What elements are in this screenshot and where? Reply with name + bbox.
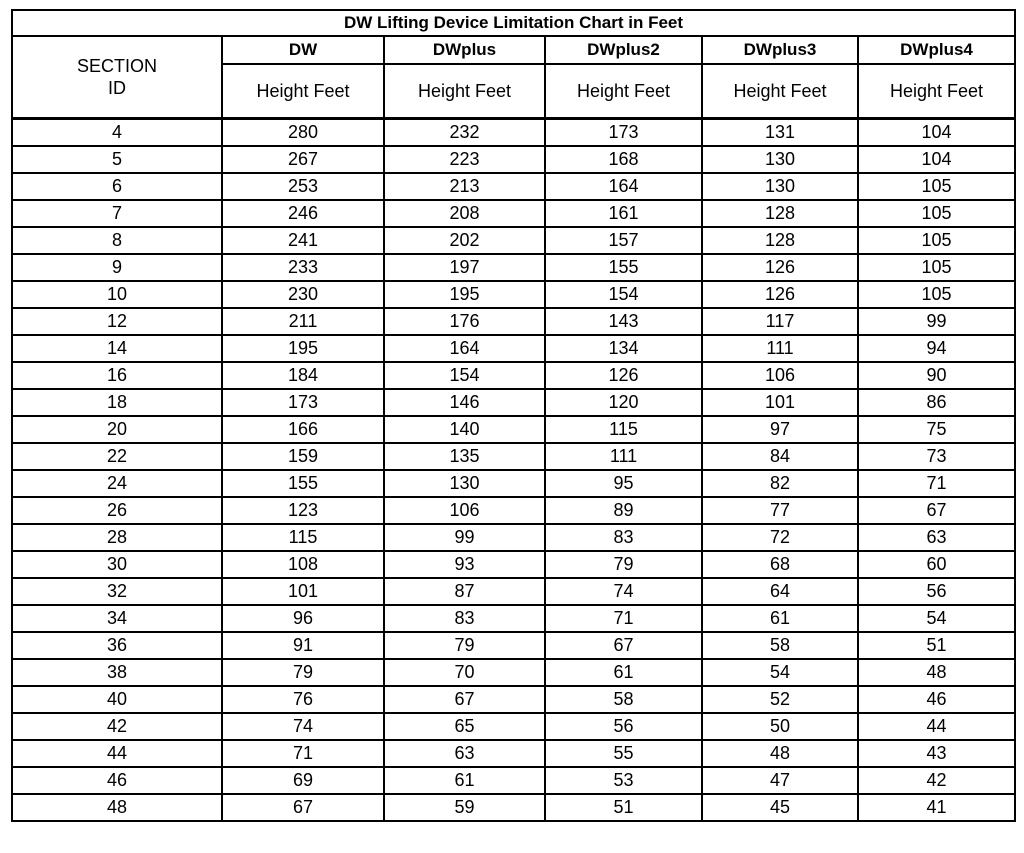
dwplus-cell: 146 — [384, 389, 545, 416]
dwplus4-cell: 104 — [858, 119, 1015, 147]
table-body — [12, 119, 1015, 822]
dwplus-cell: 154 — [384, 362, 545, 389]
dwplus2-cell: 126 — [545, 362, 702, 389]
dwplus3-cell: 47 — [702, 767, 858, 794]
table-row — [12, 362, 1015, 389]
dw-cell: 184 — [222, 362, 384, 389]
dwplus4-cell: 42 — [858, 767, 1015, 794]
section-id-cell: 22 — [12, 443, 222, 470]
dwplus4-cell: 73 — [858, 443, 1015, 470]
chart-title: DW Lifting Device Limitation Chart in Feet — [12, 10, 1015, 36]
dwplus4-cell: 60 — [858, 551, 1015, 578]
dwplus2-cell: 79 — [545, 551, 702, 578]
table-row — [12, 686, 1015, 713]
dwplus2-cell: 111 — [545, 443, 702, 470]
dwplus3-cell: 77 — [702, 497, 858, 524]
dwplus2-cell: 56 — [545, 713, 702, 740]
dwplus3-cell: 52 — [702, 686, 858, 713]
table-row — [12, 470, 1015, 497]
dwplus2-cell: 58 — [545, 686, 702, 713]
dwplus4-cell: 56 — [858, 578, 1015, 605]
dwplus2-cell: 67 — [545, 632, 702, 659]
dw-cell: 173 — [222, 389, 384, 416]
table-row — [12, 308, 1015, 335]
dwplus3-cell: 131 — [702, 119, 858, 147]
section-id-header-line1: SECTION — [76, 56, 157, 76]
section-id-cell: 30 — [12, 551, 222, 578]
dwplus3-cell: 126 — [702, 281, 858, 308]
dwplus-cell: 223 — [384, 146, 545, 173]
dwplus4-cell: 75 — [858, 416, 1015, 443]
dwplus3-cell: 58 — [702, 632, 858, 659]
table-row — [12, 551, 1015, 578]
section-id-cell: 10 — [12, 281, 222, 308]
dwplus3-cell: 84 — [702, 443, 858, 470]
table-row — [12, 146, 1015, 173]
dwplus3-cell: 48 — [702, 740, 858, 767]
dwplus2-cell: 143 — [545, 308, 702, 335]
dwplus-cell: 63 — [384, 740, 545, 767]
table-row — [12, 416, 1015, 443]
dw-cell: 96 — [222, 605, 384, 632]
dwplus-cell: 67 — [384, 686, 545, 713]
dwplus-cell: 195 — [384, 281, 545, 308]
dwplus-cell: 176 — [384, 308, 545, 335]
dwplus3-cell: 72 — [702, 524, 858, 551]
dw-cell: 76 — [222, 686, 384, 713]
title-row — [12, 10, 1015, 36]
dwplus2-cell: 51 — [545, 794, 702, 821]
dwplus-cell: 164 — [384, 335, 545, 362]
dwplus-cell: 106 — [384, 497, 545, 524]
unit-label: Height Feet — [545, 64, 702, 119]
section-id-header-line2: ID — [108, 78, 126, 98]
dwplus-cell: 65 — [384, 713, 545, 740]
dwplus3-cell: 61 — [702, 605, 858, 632]
dwplus-cell: 208 — [384, 200, 545, 227]
dw-cell: 74 — [222, 713, 384, 740]
dwplus3-cell: 64 — [702, 578, 858, 605]
dwplus4-cell: 44 — [858, 713, 1015, 740]
section-id-cell: 24 — [12, 470, 222, 497]
section-id-cell: 44 — [12, 740, 222, 767]
dwplus2-cell: 173 — [545, 119, 702, 147]
dwplus4-cell: 105 — [858, 173, 1015, 200]
dwplus-cell: 59 — [384, 794, 545, 821]
dwplus-cell: 130 — [384, 470, 545, 497]
section-id-cell: 7 — [12, 200, 222, 227]
dwplus-cell: 83 — [384, 605, 545, 632]
dw-cell: 233 — [222, 254, 384, 281]
table-row — [12, 767, 1015, 794]
section-id-cell: 14 — [12, 335, 222, 362]
section-id-cell: 28 — [12, 524, 222, 551]
section-id-cell: 42 — [12, 713, 222, 740]
dwplus3-cell: 128 — [702, 200, 858, 227]
table-row — [12, 713, 1015, 740]
dwplus2-cell: 164 — [545, 173, 702, 200]
section-id-cell: 46 — [12, 767, 222, 794]
dw-cell: 211 — [222, 308, 384, 335]
dwplus4-cell: 105 — [858, 281, 1015, 308]
dwplus4-cell: 86 — [858, 389, 1015, 416]
dwplus3-cell: 117 — [702, 308, 858, 335]
dwplus-cell: 99 — [384, 524, 545, 551]
dw-cell: 280 — [222, 119, 384, 147]
dwplus4-cell: 105 — [858, 227, 1015, 254]
dw-cell: 195 — [222, 335, 384, 362]
dw-cell: 241 — [222, 227, 384, 254]
dwplus2-cell: 154 — [545, 281, 702, 308]
dwplus4-cell: 48 — [858, 659, 1015, 686]
section-id-cell: 38 — [12, 659, 222, 686]
dwplus2-cell: 157 — [545, 227, 702, 254]
dwplus2-cell: 61 — [545, 659, 702, 686]
dw-cell: 79 — [222, 659, 384, 686]
dw-cell: 123 — [222, 497, 384, 524]
dwplus4-cell: 54 — [858, 605, 1015, 632]
dwplus3-cell: 101 — [702, 389, 858, 416]
dwplus4-cell: 94 — [858, 335, 1015, 362]
section-id-cell: 12 — [12, 308, 222, 335]
dwplus-cell: 79 — [384, 632, 545, 659]
section-id-cell: 16 — [12, 362, 222, 389]
dwplus4-cell: 71 — [858, 470, 1015, 497]
dwplus-cell: 135 — [384, 443, 545, 470]
column-header-dwplus2: DWplus2 — [545, 36, 702, 64]
section-id-header — [12, 36, 222, 119]
table-row — [12, 443, 1015, 470]
dwplus3-cell: 130 — [702, 173, 858, 200]
dw-cell: 267 — [222, 146, 384, 173]
table-row — [12, 740, 1015, 767]
dwplus2-cell: 120 — [545, 389, 702, 416]
unit-label: Height Feet — [222, 64, 384, 119]
dw-cell: 67 — [222, 794, 384, 821]
dw-cell: 71 — [222, 740, 384, 767]
dwplus4-cell: 105 — [858, 200, 1015, 227]
table-row — [12, 524, 1015, 551]
table-row — [12, 335, 1015, 362]
section-id-cell: 34 — [12, 605, 222, 632]
dwplus4-cell: 67 — [858, 497, 1015, 524]
dwplus2-cell: 95 — [545, 470, 702, 497]
section-id-cell: 6 — [12, 173, 222, 200]
dwplus2-cell: 134 — [545, 335, 702, 362]
dwplus2-cell: 168 — [545, 146, 702, 173]
dw-cell: 101 — [222, 578, 384, 605]
dwplus-cell: 93 — [384, 551, 545, 578]
dwplus4-cell: 51 — [858, 632, 1015, 659]
dwplus2-cell: 115 — [545, 416, 702, 443]
dwplus2-cell: 71 — [545, 605, 702, 632]
section-id-cell: 36 — [12, 632, 222, 659]
dw-cell: 166 — [222, 416, 384, 443]
dwplus-cell: 232 — [384, 119, 545, 147]
dwplus4-cell: 46 — [858, 686, 1015, 713]
dwplus4-cell: 41 — [858, 794, 1015, 821]
section-id-cell: 9 — [12, 254, 222, 281]
unit-label: Height Feet — [858, 64, 1015, 119]
table-row — [12, 227, 1015, 254]
table-row — [12, 200, 1015, 227]
section-id-cell: 5 — [12, 146, 222, 173]
table-row — [12, 389, 1015, 416]
dwplus-cell: 140 — [384, 416, 545, 443]
dwplus-cell: 202 — [384, 227, 545, 254]
dwplus3-cell: 126 — [702, 254, 858, 281]
dwplus-cell: 70 — [384, 659, 545, 686]
column-header-dw: DW — [222, 36, 384, 64]
dwplus4-cell: 105 — [858, 254, 1015, 281]
table-row — [12, 119, 1015, 147]
dwplus3-cell: 130 — [702, 146, 858, 173]
unit-label: Height Feet — [384, 64, 545, 119]
dwplus4-cell: 90 — [858, 362, 1015, 389]
table-row — [12, 497, 1015, 524]
section-id-cell: 40 — [12, 686, 222, 713]
table-row — [12, 281, 1015, 308]
dwplus-cell: 87 — [384, 578, 545, 605]
section-id-cell: 20 — [12, 416, 222, 443]
dwplus4-cell: 43 — [858, 740, 1015, 767]
dwplus2-cell: 74 — [545, 578, 702, 605]
table-row — [12, 254, 1015, 281]
dwplus3-cell: 50 — [702, 713, 858, 740]
table-row — [12, 578, 1015, 605]
section-id-cell: 4 — [12, 119, 222, 147]
column-header-dwplus4: DWplus4 — [858, 36, 1015, 64]
dwplus-cell: 213 — [384, 173, 545, 200]
column-header-dwplus3: DWplus3 — [702, 36, 858, 64]
column-header-row — [12, 36, 1015, 64]
dw-cell: 253 — [222, 173, 384, 200]
table-row — [12, 632, 1015, 659]
dwplus3-cell: 128 — [702, 227, 858, 254]
limitation-chart-table — [11, 9, 1016, 822]
table-row — [12, 605, 1015, 632]
dwplus2-cell: 55 — [545, 740, 702, 767]
table-row — [12, 659, 1015, 686]
table-row — [12, 173, 1015, 200]
dw-cell: 159 — [222, 443, 384, 470]
dwplus3-cell: 106 — [702, 362, 858, 389]
column-header-dwplus: DWplus — [384, 36, 545, 64]
dw-cell: 69 — [222, 767, 384, 794]
section-id-cell: 32 — [12, 578, 222, 605]
section-id-cell: 48 — [12, 794, 222, 821]
dwplus2-cell: 155 — [545, 254, 702, 281]
dw-cell: 155 — [222, 470, 384, 497]
dwplus4-cell: 104 — [858, 146, 1015, 173]
dwplus2-cell: 161 — [545, 200, 702, 227]
dw-cell: 108 — [222, 551, 384, 578]
dwplus3-cell: 82 — [702, 470, 858, 497]
dwplus3-cell: 54 — [702, 659, 858, 686]
dwplus4-cell: 99 — [858, 308, 1015, 335]
dwplus2-cell: 53 — [545, 767, 702, 794]
dw-cell: 230 — [222, 281, 384, 308]
section-id-cell: 8 — [12, 227, 222, 254]
dw-cell: 246 — [222, 200, 384, 227]
dw-cell: 115 — [222, 524, 384, 551]
unit-label: Height Feet — [702, 64, 858, 119]
dwplus-cell: 197 — [384, 254, 545, 281]
dwplus3-cell: 111 — [702, 335, 858, 362]
dwplus2-cell: 83 — [545, 524, 702, 551]
section-id-cell: 26 — [12, 497, 222, 524]
dwplus3-cell: 68 — [702, 551, 858, 578]
dwplus3-cell: 45 — [702, 794, 858, 821]
dwplus4-cell: 63 — [858, 524, 1015, 551]
section-id-cell: 18 — [12, 389, 222, 416]
dwplus2-cell: 89 — [545, 497, 702, 524]
table-row — [12, 794, 1015, 821]
dw-cell: 91 — [222, 632, 384, 659]
dwplus3-cell: 97 — [702, 416, 858, 443]
dwplus-cell: 61 — [384, 767, 545, 794]
